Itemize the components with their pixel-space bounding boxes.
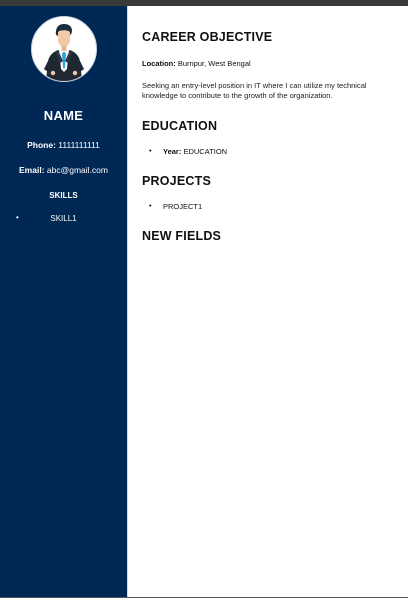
education-value: EDUCATION (183, 147, 228, 156)
education-list (142, 147, 394, 156)
education-title: EDUCATION (142, 119, 218, 133)
objective-text: Seeking an entry-level position in IT where I can utilize my technical knowledge to contribute to the growth of the organization. (142, 81, 367, 100)
email-line (0, 165, 127, 175)
projects-list (142, 202, 394, 211)
new-fields-title: NEW FIELDS (142, 229, 222, 243)
phone-value: 1111111111 (58, 140, 100, 150)
education-year-label: Year: (163, 147, 182, 156)
education-item (142, 147, 394, 156)
bullet-icon: • (149, 201, 152, 210)
email-label: Email: (19, 165, 45, 175)
career-objective-title: CAREER OBJECTIVE (142, 30, 273, 44)
bullet-icon: • (149, 146, 152, 155)
email-value: abc@gmail.com (46, 165, 108, 175)
bullet-icon: • (16, 213, 19, 222)
location-line (142, 59, 394, 68)
projects-title: PROJECTS (142, 174, 211, 188)
person-name: NAME (43, 108, 84, 123)
skills-heading: SKILLS (49, 191, 78, 200)
businessman-avatar-icon (32, 17, 96, 81)
sidebar (0, 6, 128, 597)
location-label: Location: (142, 59, 176, 68)
skill-text: SKILL1 (50, 214, 77, 223)
project-item (142, 202, 394, 211)
skills-list (0, 214, 127, 223)
skill-item (0, 214, 127, 223)
phone-label: Phone: (27, 140, 56, 150)
project-text: PROJECT1 (163, 202, 203, 211)
main-content (128, 6, 408, 597)
resume-page (0, 6, 408, 597)
location-value: Burnpur, West Bengal (177, 59, 251, 68)
avatar (31, 16, 97, 82)
phone-line (0, 140, 127, 150)
